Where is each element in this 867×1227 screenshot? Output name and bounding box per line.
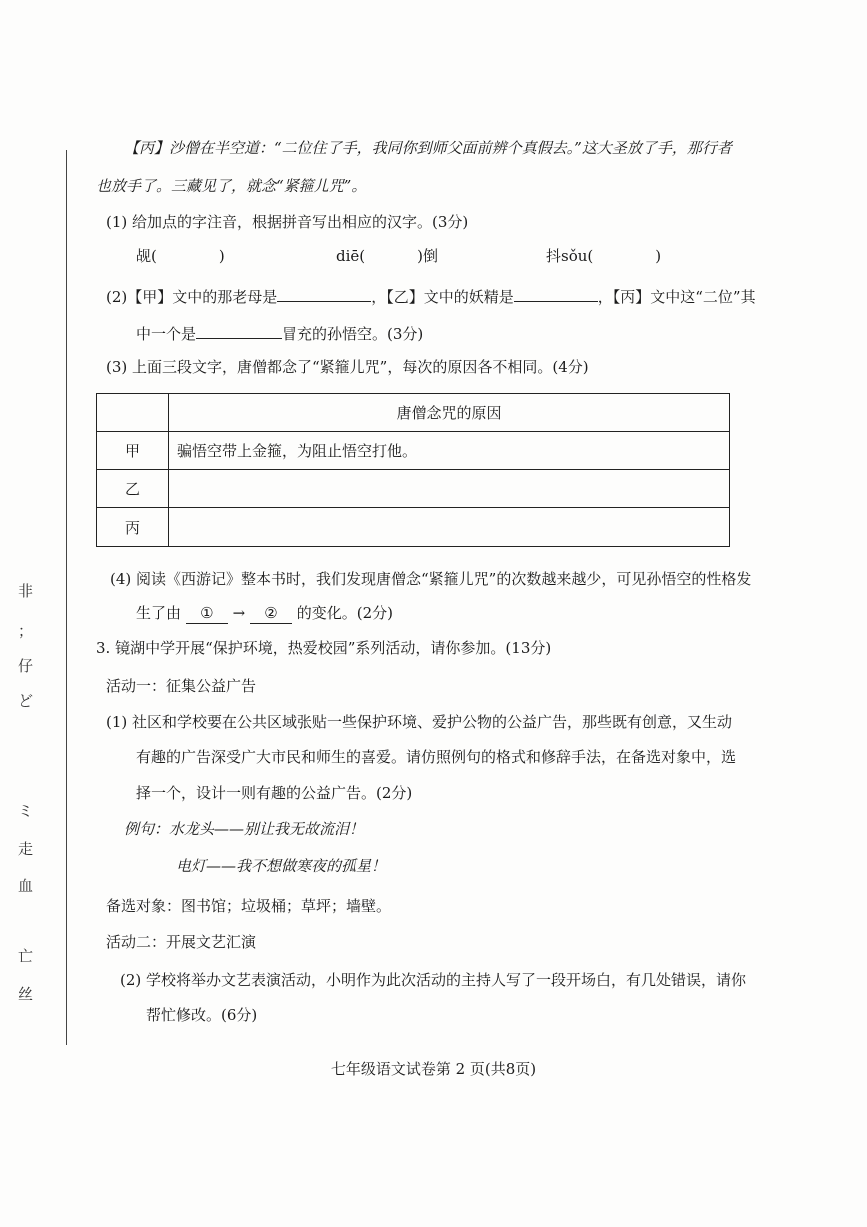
activity-2-line2: 帮忙修改。(6分) [146,1006,258,1024]
q1-item2: diē( [336,247,366,265]
q1-item3: 抖sǒu( [546,247,594,265]
page-footer: 七年级语文试卷第 2 页(共8页) [330,1060,537,1078]
q4-blank-1[interactable]: ① [186,603,228,624]
question-3-prompt: (3) 上面三段文字，唐僧都念了“紧箍儿咒”，每次的原因各不相同。(4分) [106,358,589,376]
activity-1-example2: 电灯——我不想做寒夜的孤星！ [176,857,387,875]
question-4-line2 [136,603,393,624]
activity-1-line2: 有趣的广告深受广大市民和师生的喜爱。请仿照例句的格式和修辞手法，在备选对象中，选 [136,748,737,766]
margin-char: ミ [18,802,34,820]
question-1-prompt: (1) 给加点的字注音，根据拼音写出相应的汉字。(3分) [106,213,469,231]
q2-part1: (2)【甲】文中的那老母是 [106,288,278,306]
table-header-cell: 唐僧念咒的原因 [396,404,502,422]
table-header-row [97,394,729,432]
reason-table [96,393,730,547]
table-row-reason-answer[interactable] [169,508,729,546]
q2-part2: ，【乙】文中的妖精是 [371,288,514,306]
passage-bing-line2: 也放手了。三藏见了，就念“紧箍儿咒”。 [96,177,367,195]
question-2-line1 [106,285,756,307]
question-1-item3 [546,246,661,266]
q1-item1: 觇( [136,247,157,265]
activity-1-title: 活动一：征集公益广告 [106,677,257,695]
q1-item1-close: ) [218,247,225,265]
q4-blank-2[interactable]: ② [250,603,292,624]
table-row-label: 丙 [97,508,169,546]
q2-part3: ，【丙】文中这“二位”其 [597,288,756,306]
margin-char: 非 [18,582,34,600]
arrow-icon: → [232,604,246,622]
question-4-line1: (4) 阅读《西游记》整本书时，我们发现唐僧念“紧箍儿咒”的次数越来越少，可见孙悟空的性格发 [110,570,752,588]
q2-line2-part2: 冒充的孙悟空。(3分) [282,325,424,343]
main-question-3: 3. 镜湖中学开展“保护环境，热爱校园”系列活动，请你参加。(13分) [96,639,552,657]
margin-char: 血 [18,877,34,895]
margin-char: 丝 [18,985,34,1003]
table-row-reason-answer[interactable] [169,470,729,507]
q2-blank-yi[interactable] [514,285,598,302]
table-row-label: 甲 [97,432,169,469]
margin-char: ど [18,692,34,710]
passage-bing-line1: 【丙】沙僧在半空道：“二位住了手，我同你到师父面前辨个真假去。”这大圣放了手，那行者 [124,139,732,157]
activity-1-line1: (1) 社区和学校要在公共区域张贴一些保护环境、爱护公物的公益广告，那些既有创意，又生动 [106,713,733,731]
table-row-reason: 骗悟空带上金箍，为阻止悟空打他。 [177,442,418,460]
table-row-label: 乙 [97,470,169,507]
margin-char: 走 [18,840,34,858]
q4-line2-a: 生了由 [136,604,182,622]
question-2-line2 [136,322,423,344]
margin-char: 亡 [18,947,34,965]
table-row [97,508,729,546]
margin-char: 仔 [18,657,34,675]
q4-line2-b: 的变化。(2分) [296,604,393,622]
binding-margin-line [66,150,67,1045]
question-1-item2 [336,246,438,266]
q2-line2-part1: 中一个是 [136,325,197,343]
table-row [97,432,729,470]
q2-blank-jia[interactable] [277,285,371,302]
activity-2-title: 活动二：开展文艺汇演 [106,933,257,951]
activity-1-line3: 择一个，设计一则有趣的公益广告。(2分) [136,784,413,802]
q1-item3-close: ) [655,247,662,265]
q1-item2-close: )倒 [417,247,438,265]
table-header-empty [97,394,169,431]
table-row [97,470,729,508]
activity-2-line1: (2) 学校将举办文艺表演活动，小明作为此次活动的主持人写了一段开场白，有几处错误，请你 [120,971,747,989]
margin-char: ； [18,622,34,640]
activity-1-options: 备选对象：图书馆；垃圾桶；草坪；墙壁。 [106,897,392,915]
q2-blank-bing[interactable] [196,322,282,339]
activity-1-example1: 例句：水龙头——别让我无故流泪！ [124,820,365,838]
question-1-items [136,246,225,266]
